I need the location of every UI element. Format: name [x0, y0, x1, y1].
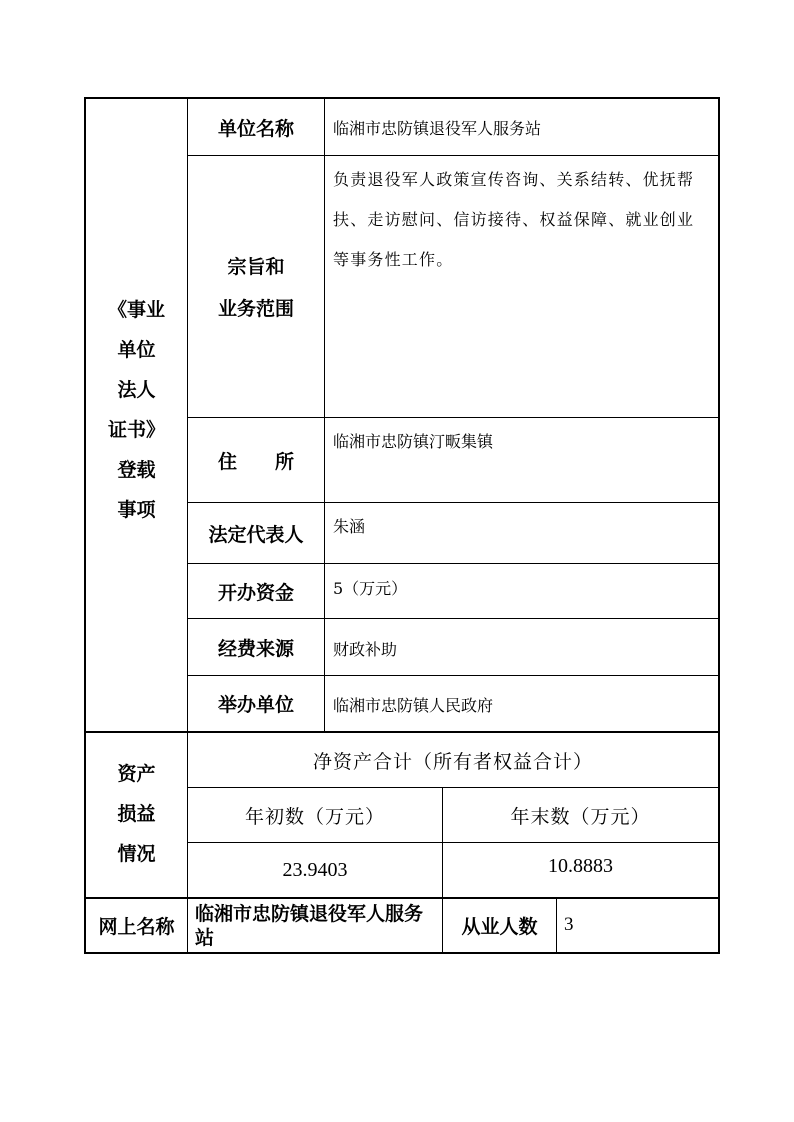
online-name-value: 临湘市忠防镇退役军人服务站: [195, 903, 424, 949]
purpose-label-line: 业务范围: [217, 298, 294, 320]
table-border-bottom: [84, 952, 720, 954]
legal-rep-label: 法定代表人: [208, 523, 304, 546]
row-divider: [187, 155, 719, 156]
staff-count-value: 3: [564, 914, 574, 935]
capital-label: 开办资金: [217, 581, 294, 604]
unit-name-value: 临湘市忠防镇退役军人服务站: [333, 119, 542, 138]
section-title-line: 法人: [117, 379, 156, 401]
table-border-right: [718, 97, 720, 954]
legal-rep-value: 朱涵: [333, 517, 366, 536]
online-name-label: 网上名称: [98, 916, 175, 938]
staff-count-label: 从业人数: [461, 916, 538, 938]
address-value: 临湘市忠防镇汀畈集镇: [333, 432, 494, 451]
table-border-top: [84, 97, 720, 99]
assets-label-line: 资产: [117, 763, 156, 785]
col-divider-staff: [556, 897, 557, 954]
capital-value: 5（万元）: [333, 579, 408, 598]
net-assets-header: 净资产合计（所有者权益合计）: [312, 750, 593, 773]
funding-value: 财政补助: [333, 640, 398, 659]
assets-label-line: 情况: [117, 843, 156, 865]
purpose-value: 负责退役军人政策宣传咨询、关系结转、优抚帮扶、走访慰问、信访接待、权益保障、就业创业等事务性工作。: [333, 170, 695, 269]
section-title-line: 事项: [117, 499, 156, 521]
begin-year-value: 23.9403: [282, 858, 348, 881]
assets-label: [86, 754, 187, 874]
purpose-label-line: 宗旨和: [227, 256, 285, 278]
purpose-label: [188, 246, 324, 330]
end-year-header: 年末数（万元）: [510, 805, 651, 828]
col-divider-2: [324, 97, 325, 732]
section-title: [86, 290, 187, 530]
end-year-value: 10.8883: [548, 854, 613, 877]
section-title-line: 登载: [117, 459, 156, 481]
sponsor-label: 举办单位: [217, 694, 294, 716]
address-label: 住 所: [217, 450, 294, 473]
section-title-line: 证书》: [107, 419, 165, 441]
sponsor-value: 临湘市忠防镇人民政府: [333, 696, 494, 715]
unit-name-label: 单位名称: [217, 117, 294, 140]
section-title-line: 《事业: [107, 299, 165, 321]
section-title-line: 单位: [117, 339, 156, 361]
funding-label: 经费来源: [217, 637, 294, 660]
assets-label-line: 损益: [117, 803, 156, 825]
begin-year-header: 年初数（万元）: [244, 805, 385, 828]
